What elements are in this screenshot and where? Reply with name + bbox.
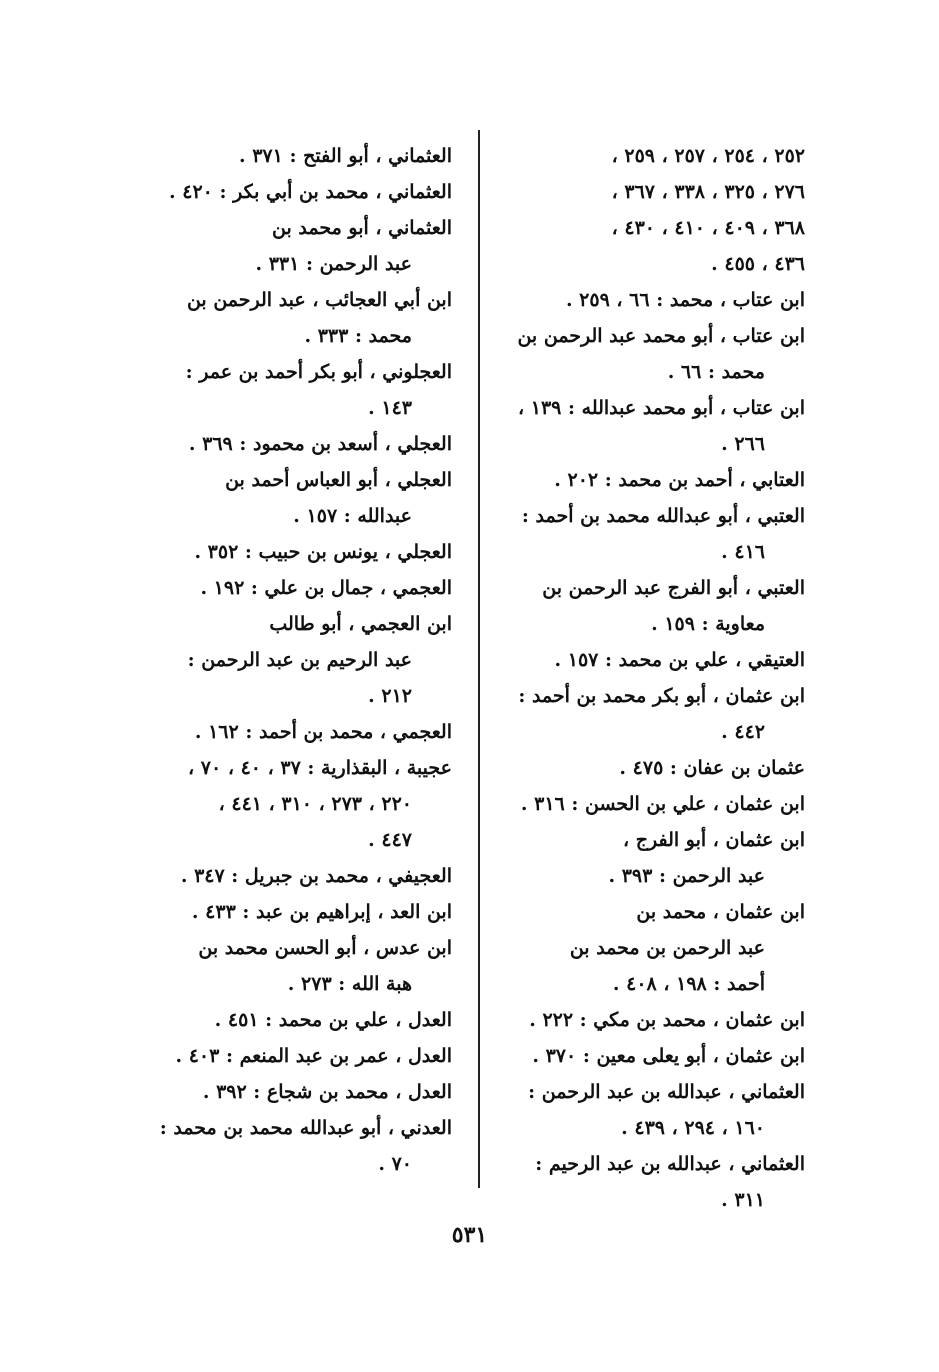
index-entry-line: ٤٤٢ . [721, 721, 765, 743]
index-entry-line: العجلي ، أسعد بن محمود : ٣٦٩ . [188, 433, 452, 455]
index-entry-line: ٤٣٦ ، ٤٥٥ . [711, 253, 805, 275]
index-entry-line: ابن عتاب ، أبو محمد عبدالله : ١٣٩ ، [518, 397, 805, 419]
index-entry-line: ابن العد ، إبراهيم بن عبد : ٤٣٣ . [191, 901, 452, 923]
index-entry-line: ١٤٣ . [368, 397, 412, 419]
column-divider [478, 130, 480, 1188]
index-entry-line: العثماني ، عبدالله بن عبد الرحيم : [535, 1153, 805, 1175]
index-entry-line: العجلي ، يونس بن حبيب : ٣٥٢ . [194, 541, 452, 563]
index-entry-line: ابن عتاب ، أبو محمد عبد الرحمن بن [517, 325, 805, 347]
index-entry-line: العتبي ، أبو الفرج عبد الرحمن بن [542, 577, 805, 599]
index-entry-line: العثماني ، أبو الفتح : ٣٧١ . [238, 145, 452, 167]
index-entry-line: عجيبة ، البقذارية : ٣٧ ، ٤٠ ، ٧٠ ، [188, 757, 452, 779]
index-entry-line: العجيفي ، محمد بن جبريل : ٣٤٧ . [180, 865, 452, 887]
index-entry-line: ٤٤٧ . [368, 829, 412, 851]
index-entry-line: هبة الله : ٢٧٣ . [287, 973, 412, 995]
index-entry-line: أحمد : ١٩٨ ، ٤٠٨ . [612, 973, 765, 995]
index-entry-line: عبد الرحمن : ٣٩٣ . [608, 865, 765, 887]
index-entry-line: ٢٧٦ ، ٣٢٥ ، ٣٣٨ ، ٣٦٧ ، [611, 181, 805, 203]
index-entry-line: ابن أبي العجائب ، عبد الرحمن بن [186, 289, 452, 311]
index-entry-line: ٣٦٨ ، ٤٠٩ ، ٤١٠ ، ٤٣٠ ، [611, 217, 805, 239]
index-entry-line: العثماني ، أبو محمد بن [272, 217, 452, 239]
index-entry-line: العدل ، عمر بن عبد المنعم : ٤٠٣ . [175, 1045, 452, 1067]
index-entry-line: ابن العجمي ، أبو طالب [269, 613, 452, 635]
index-entry-line: العدني ، أبو عبدالله محمد بن محمد : [159, 1117, 452, 1139]
index-entry-line: العتبي ، أبو عبدالله محمد بن أحمد : [521, 505, 805, 527]
index-entry-line: محمد : ٦٦ . [667, 361, 765, 383]
index-entry-line: ابن عثمان ، علي بن الحسن : ٣١٦ . [520, 793, 805, 815]
index-entry-line: العجمي ، محمد بن أحمد : ١٦٢ . [194, 721, 452, 743]
index-column-right [500, 138, 805, 1218]
index-entry-line: عثمان بن عفان : ٤٧٥ . [619, 757, 805, 779]
index-entry-line: العجلي ، أبو العباس أحمد بن [225, 469, 452, 491]
index-entry-line: محمد : ٣٣٣ . [304, 325, 412, 347]
index-entry-line: ابن عدس ، أبو الحسن محمد بن [198, 937, 452, 959]
index-entry-line: ابن عثمان ، محمد بن مكي : ٢٢٢ . [529, 1009, 805, 1031]
index-entry-line: ٤١٦ . [721, 541, 765, 563]
index-entry-line: ٢٢٠ ، ٢٧٣ ، ٣١٠ ، ٤٤١ ، [218, 793, 412, 815]
index-entry-line: ابن عثمان ، أبو يعلى معين : ٣٧٠ . [532, 1045, 805, 1067]
index-entry-line: ابن عثمان ، محمد بن [636, 901, 805, 923]
index-entry-line: ٢٦٦ . [721, 433, 765, 455]
index-entry-line: العتيقي ، علي بن محمد : ١٥٧ . [554, 649, 805, 671]
index-entry-line: عبدالله : ١٥٧ . [293, 505, 412, 527]
index-column-left [142, 138, 452, 1182]
index-entry-line: ابن عثمان ، أبو بكر محمد بن أحمد : [518, 685, 805, 707]
index-entry-line: العتابي ، أحمد بن محمد : ٢٠٢ . [554, 469, 805, 491]
index-entry-line: عبد الرحيم بن عبد الرحمن : [187, 649, 412, 671]
index-entry-line: ابن عتاب ، محمد : ٦٦ ، ٢٥٩ . [565, 289, 805, 311]
index-entry-line: العثماني ، محمد بن أبي بكر : ٤٢٠ . [169, 181, 452, 203]
index-entry-line: ١٦٠ ، ٢٩٤ ، ٤٣٩ . [621, 1117, 765, 1139]
page-number: ٥٣١ [451, 1222, 488, 1248]
index-entry-line: العجلوني ، أبو بكر أحمد بن عمر : [185, 361, 452, 383]
index-entry-line: ابن عثمان ، أبو الفرج ، [623, 829, 805, 851]
index-entry-line: العدل ، محمد بن شجاع : ٣٩٢ . [202, 1081, 452, 1103]
index-entry-line: العدل ، علي بن محمد : ٤٥١ . [214, 1009, 452, 1031]
index-entry-line: عبد الرحمن : ٣٣١ . [255, 253, 412, 275]
index-entry-line: عبد الرحمن بن محمد بن [569, 937, 765, 959]
index-entry-line: العثماني ، عبدالله بن عبد الرحمن : [528, 1081, 805, 1103]
index-entry-line: معاوية : ١٥٩ . [651, 613, 765, 635]
index-entry-line: ٧٠ . [378, 1153, 412, 1175]
index-entry-line: ٣١١ . [721, 1189, 765, 1211]
index-entry-line: ٢٥٢ ، ٢٥٤ ، ٢٥٧ ، ٢٥٩ ، [611, 145, 805, 167]
index-entry-line: ٢١٢ . [368, 685, 412, 707]
index-entry-line: العجمي ، جمال بن علي : ١٩٢ . [200, 577, 452, 599]
